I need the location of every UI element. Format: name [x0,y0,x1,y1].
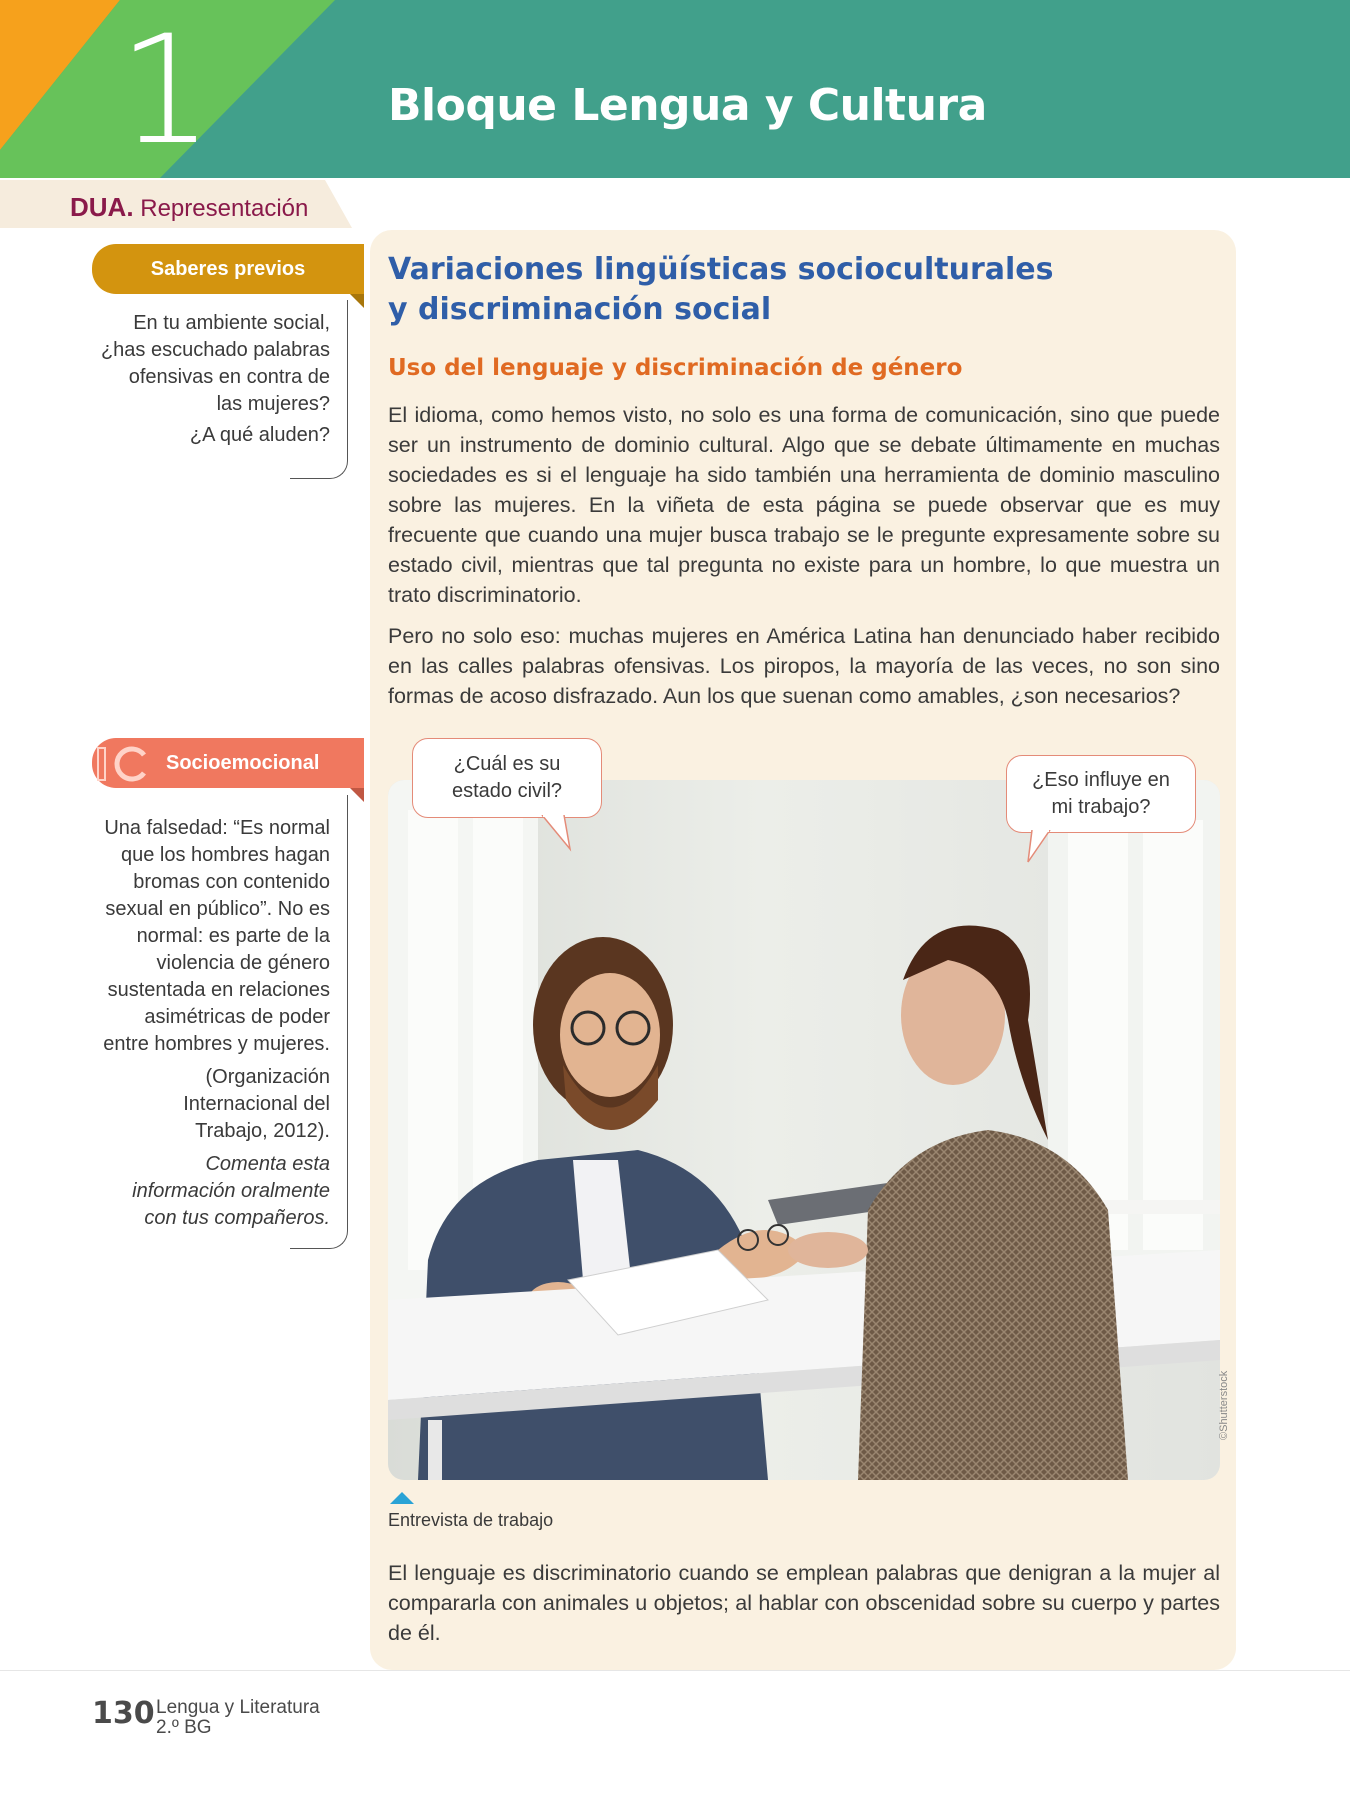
dua-tag [0,180,355,230]
saberes-previos-label: Saberes previos [150,257,306,280]
saberes-flap [350,294,364,308]
speech-bubble-left [412,738,602,818]
socio-line: normal: es parte de la [136,925,330,947]
citation-line: (Organización [205,1066,330,1088]
bubble-left-line: estado civil? [451,780,563,802]
socio-instruction [60,1151,330,1232]
saberes-line: las mujeres? [216,393,330,415]
paragraph-2: Pero no solo eso: muchas mujeres en América Latina han denunciado haber recibido en las calles palabras ofensivas. Los piropos, la mayoría de las veces, no son sino formas de acoso disfrazado. Aun los que suenan como amables, ¿son necesarios? [388,624,1220,708]
paragraph-1: El idioma, como hemos visto, no solo es una forma de comunicación, sino que puede ser un instrumento de dominio cultural. Algo que se debate últimamente en muchas sociedades es si el lenguaje ha sido también una herramienta de dominio masculino sobre las mujeres. En la viñeta de esta página se puede observar que es muy frecuente que cuando una mujer busca trabajo se le pregunte expresamente sobre su estado civil, mientras que tal pregunta no existe para un hombre, lo que muestra un trato discriminatorio. [388,403,1220,607]
footer-divider [0,1670,1350,1671]
socio-line: asimétricas de poder [144,1006,330,1028]
subject-name: Lengua y Literatura [156,1697,320,1718]
socio-line: que los hombres hagan [120,844,330,866]
socio-line: violencia de género [156,952,330,974]
saberes-line: ¿has escuchado palabras [100,339,330,361]
page-number: 130 [92,1696,155,1731]
socio-line: sexual en público”. No es [105,898,330,920]
socioemocional-text [60,815,330,1232]
dua-representation: Representación [140,195,309,222]
bubble-left-line: ¿Cuál es su [453,753,561,775]
main-title-line-1: Variaciones lingüísticas socioculturales [388,252,1054,287]
citation-line: Internacional del [183,1093,330,1115]
job-interview-illustration [388,780,1220,1480]
footer-subject [156,1698,320,1738]
speech-bubble-right-tail [1020,830,1060,866]
instruction-line: Comenta esta [205,1153,330,1175]
unit-title: Bloque Lengua y Cultura [388,80,987,131]
saberes-line: ofensivas en contra de [128,366,330,388]
socio-line: entre hombres y mujeres. [103,1033,330,1055]
instruction-line: con tus compañeros. [144,1207,330,1229]
speech-bubble-right [1006,755,1196,833]
speech-bubble-left-tail [540,815,580,855]
instruction-line: información oralmente [132,1180,330,1202]
socioemocional-title [92,738,364,788]
dua-prefix: DUA. [70,192,134,222]
section-subtitle: Uso del lenguaje y discriminación de género [388,355,963,381]
paragraph-3: El lenguaje es discriminatorio cuando se emplean palabras que denigran a la mujer al compararla con animales u objetos; al hablar con obscenidad sobre su cuerpo y partes de él. [388,1561,1220,1645]
photo-caption: Entrevista de trabajo [388,1510,554,1530]
socio-line: Una falsedad: “Es normal [104,817,330,839]
caption-triangle-icon [390,1492,414,1504]
bubble-right-line: mi trabajo? [1051,796,1151,818]
socio-line: sustentada en relaciones [107,979,330,1001]
saberes-previos-text [92,310,330,449]
citation-line: Trabajo, 2012). [195,1120,330,1142]
saberes-line: En tu ambiente social, [133,312,330,334]
socio-citation [60,1064,330,1145]
socio-line: bromas con contenido [133,871,330,893]
main-title [388,250,1208,330]
grade-level: 2.º BG [156,1717,212,1738]
socioemocional-ic-icon [92,738,162,788]
socioemocional-label: Socioemocional [166,751,320,774]
dua-label [70,192,308,223]
bubble-right-line: ¿Eso influye en [1032,769,1170,791]
main-title-line-2: y discriminación social [388,292,772,327]
unit-number: 1 [118,4,214,178]
job-interview-photo [388,780,1220,1480]
saberes-previos-title [92,244,364,294]
saberes-line: ¿A qué aluden? [189,424,330,446]
socio-flap [350,788,364,802]
unit-header [0,0,1350,178]
photo-credit: ©Shutterstock [1218,1370,1230,1440]
